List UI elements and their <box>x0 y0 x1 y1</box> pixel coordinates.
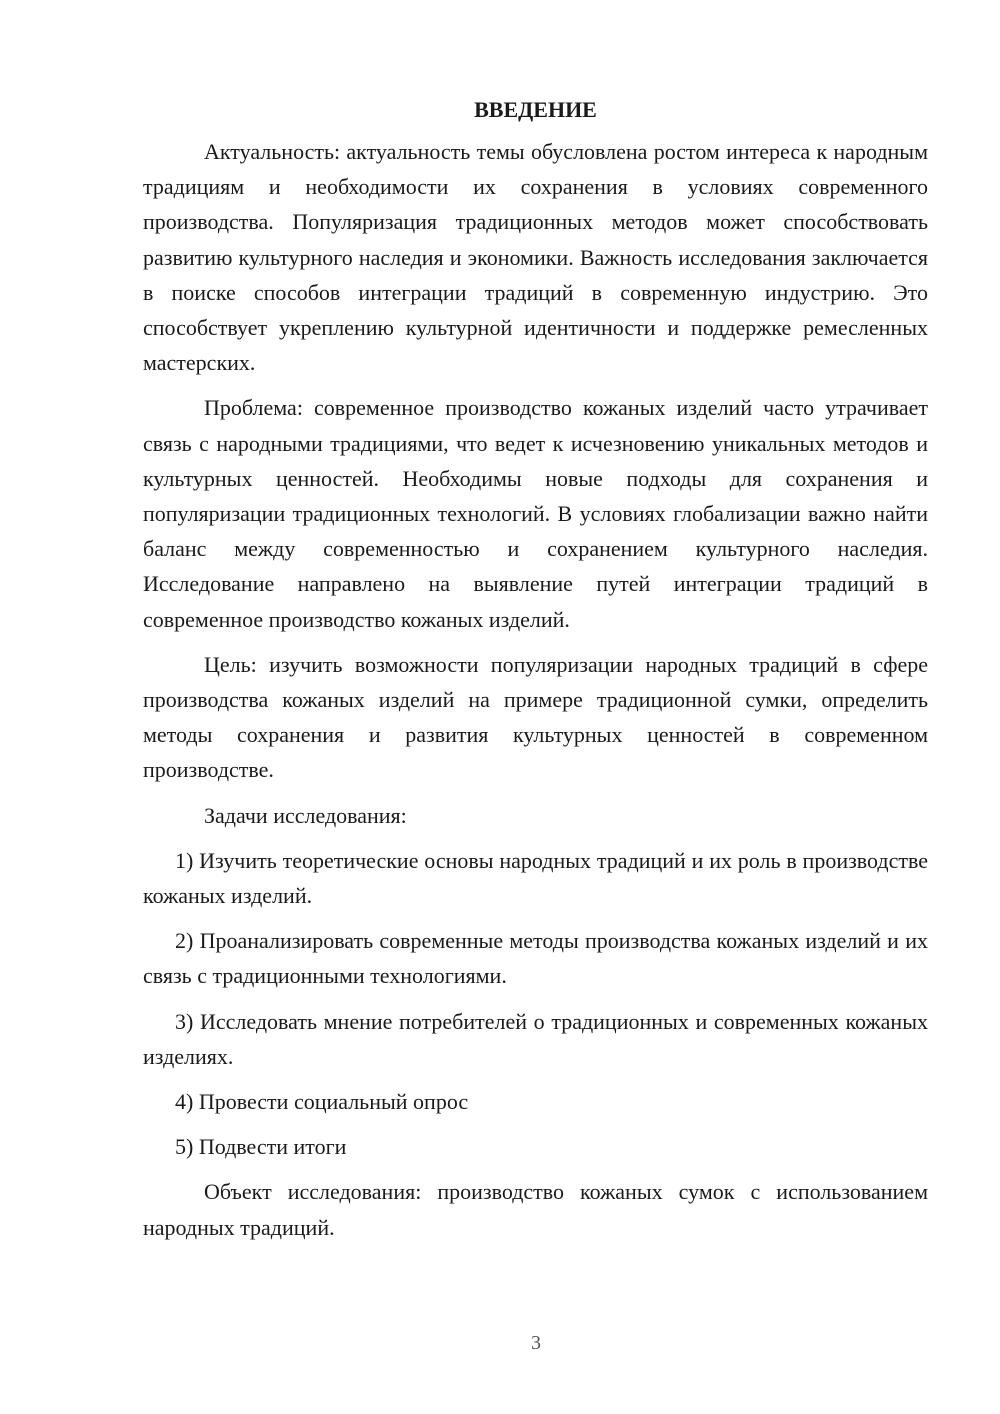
document-page <box>143 92 928 1245</box>
task-item-2: 2) Проанализировать современные методы производства кожаных изделий и их связь с традиционными технологиями. <box>143 928 928 989</box>
paragraph-object: Объект исследования: производство кожаных сумок с использованием народных традиций. <box>143 1179 928 1240</box>
paragraph-problem: Проблема: современное производство кожаных изделий часто утрачивает связь с народными традициями, что ведет к исчезновению уникальных методов и культурных ценностей. Необходимы новые подходы для сохранения и популяризации традиционных технологий. В условиях глобализации важно найти баланс между современностью и сохранением культурного наследия. Исследование направлено на выявление путей интеграции традиций в современное производство кожаных изделий. <box>143 395 928 632</box>
task-item-3: 3) Исследовать мнение потребителей о традиционных и современных кожаных изделиях. <box>143 1008 928 1069</box>
task-item-5: 5) Подвести итоги <box>175 1134 347 1160</box>
tasks-heading: Задачи исследования: <box>204 802 407 828</box>
page-number: 3 <box>531 1332 541 1354</box>
task-item-1: 1) Изучить теоретические основы народных традиций и их роль в производстве кожаных изделий. <box>143 847 928 909</box>
paragraph-relevance: Актуальность: актуальность темы обусловлена ростом интереса к народным традициям и необходимости их сохранения в условиях современного производства. Популяризация традиционных методов может способствовать развитию культурного наследия и экономики. Важность исследования заключается в поиске способов интеграции традиций в современную индустрию. Это способствует укреплению культурной идентичности и поддержке ремесленных мастерских. <box>143 139 928 376</box>
task-item-4: 4) Провести социальный опрос <box>175 1089 469 1115</box>
section-title: ВВЕДЕНИЕ <box>474 97 597 122</box>
paragraph-goal: Цель: изучить возможности популяризации народных традиций в сфере производства кожаных изделий на примере традиционной сумки, определить методы сохранения и развития культурных ценностей в современном производстве. <box>143 651 928 783</box>
